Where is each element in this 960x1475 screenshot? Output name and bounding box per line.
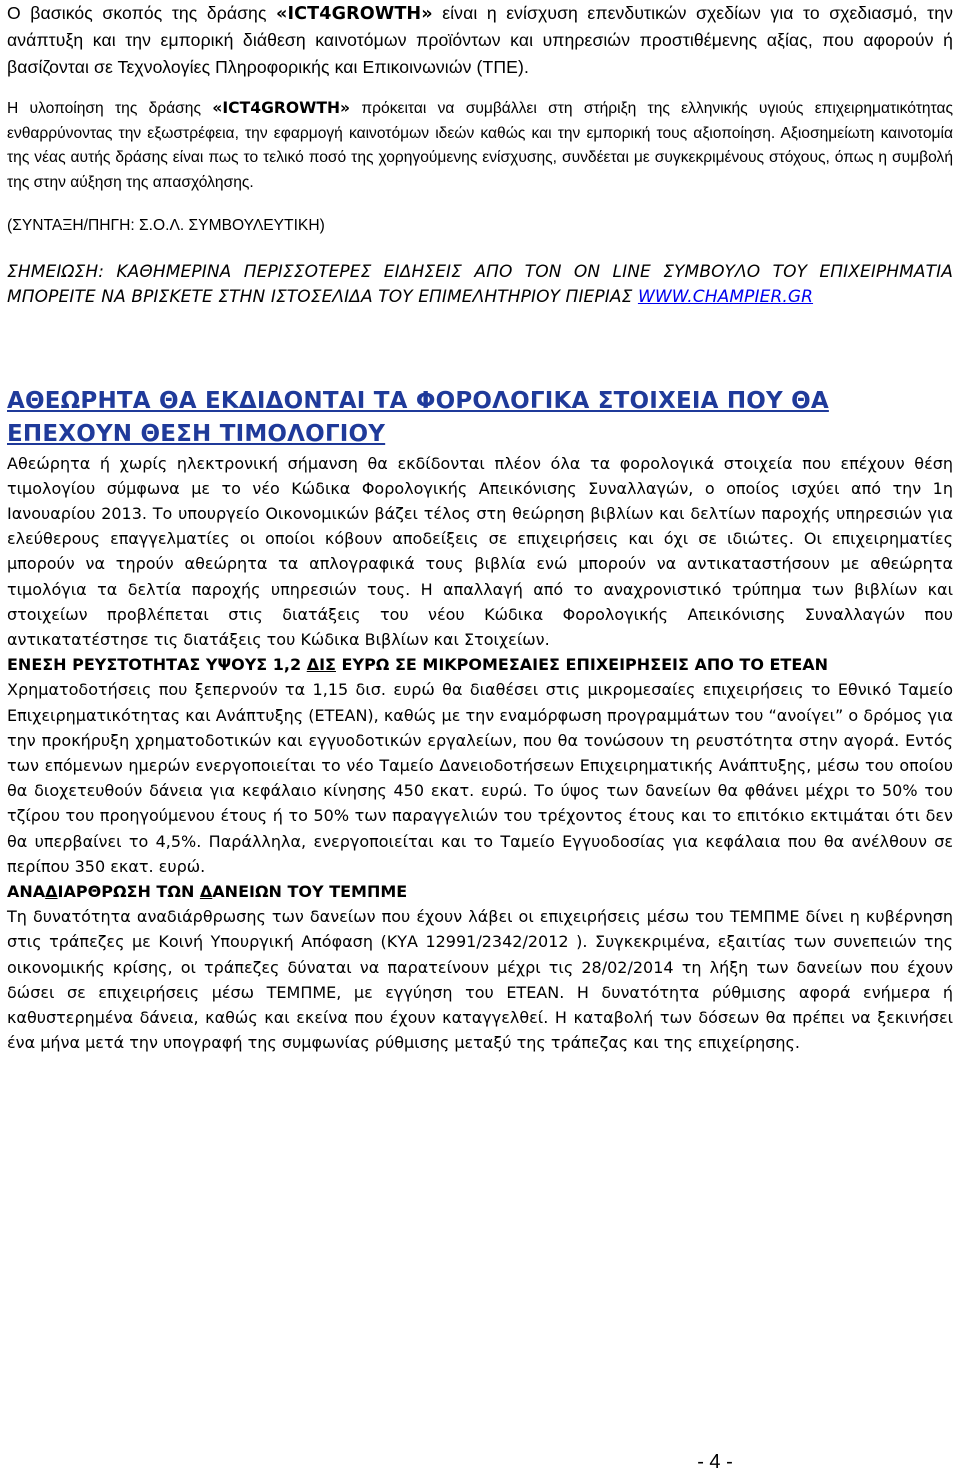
document-page xyxy=(7,0,953,1055)
intro-paragraph-1 xyxy=(7,0,953,80)
note-text: ΣΗΜΕΙΩΣΗ: ΚΑΘΗΜΕΡΙΝΑ ΠΕΡΙΣΣΟΤΕΡΕΣ ΕΙΔΗΣΕΙΣ ΑΠΟ ΤΟΝ ΟΝ LINE ΣΥΜΒΟΥΛΟ ΤΟΥ ΕΠΙΧΕΙΡΗΜΑΤΙΑ ΜΠΟΡΕΙΤΕ ΝΑ ΒΡΙΣΚΕΤΕ ΣΤΗΝ ΙΣΤΟΣΕΛΙΔΑ ΤΟΥ ΕΠΙΜΕΛΗΤΗΡΙΟΥ ΠΙΕΡΙΑΣ xyxy=(7,261,953,308)
heading-part: ΑΝΕΙΩΝ ΤΟΥ ΤΕΜΠΜΕ xyxy=(212,882,408,902)
article-liquidity xyxy=(7,652,953,879)
intro-text: πρόκειται να συμβάλλει στη στήριξη της ελληνικής υγιούς επιχειρηματικότητας ενθαρρύνοντας την εξωστρέφεια, την εφαρμογή καινοτόμων ιδεών καθώς και την εμπορική τους αξιοποίηση. Αξιοσημείωτη καινοτομία της νέας αυτής δράσης είναι πως το τελικό ποσό της χορηγούμενης ενίσχυσης, συνδέεται με συγκεκριμένους στόχους, όπως η συμβολή της στην αύξηση της απασχόλησης. xyxy=(7,100,953,191)
heading-part: Δ xyxy=(45,882,58,902)
intro-text: Ο βασικός σκοπός της δράσης xyxy=(7,3,277,23)
article-heading-liquidity xyxy=(7,652,953,677)
article-restructuring xyxy=(7,879,953,1055)
intro-text: Η υλοποίηση της δράσης xyxy=(7,100,213,118)
article-body-restructuring: Τη δυνατότητα αναδιάρθρωσης των δανείων που έχουν λάβει οι επιχειρήσεις μέσω του ΤΕΜΠΜΕ δίνει η κυβέρνηση στις τράπεζες με Κοινή Υπουργική Απόφαση (ΚΥΑ 12991/2342/2012 ). Συγκεκριμένα, εξαιτίας των συνεπειών της οικονομικής κρίσης, οι τράπεζες δύναται να παρατείνουν μέχρι τις 28/02/2014 τη λήξη των δανείων που έχουν δώσει σε επιχειρήσεις μέσω ΤΕΜΠΜΕ, με εγγύηση του ΕΤΕΑΝ. Η δυνατότητα ρύθμισης αφορά ενήμερα ή καθυστερημένα δάνεια, καθώς και εκείνα που έχουν καταγγελθεί. Η καταβολή των δόσεων θα πρέπει να ξεκινήσει ένα μήνα μετά την υπογραφή της συμφωνίας ρύθμισης μεταξύ της τράπεζας και της επιχείρησης. xyxy=(7,907,953,1053)
intro-text: είναι η ενίσχυση επενδυτικών σχεδίων για το σχεδιασμό, την ανάπτυξη και την εμπορική διάθεση καινοτόμων προϊόντων και υπηρεσιών προστιθέμενης αξίας, που αφορούν ή βασίζονται σε Τεχνολογίες Πληροφορικής και Επικοινωνιών (ΤΠΕ). xyxy=(7,3,953,77)
website-link[interactable]: WWW.CHAMPIER.GR xyxy=(637,287,814,308)
heading-part: ΔΙΣ xyxy=(306,655,336,675)
heading-part: ΕΝΕΣΗ ΡΕΥΣΤΟΤΗΤΑΣ ΥΨΟΥΣ 1,2 xyxy=(7,655,307,675)
heading-part: ΑΝΑ xyxy=(7,882,46,902)
article-heading-unstamped-invoices: ΑΘΕΩΡΗΤΑ ΘΑ ΕΚΔΙΔΟΝΤΑΙ ΤΑ ΦΟΡΟΛΟΓΙΚΑ ΣΤΟΙΧΕΙΑ ΠΟΥ ΘΑ ΕΠΕΧΟΥΝ ΘΕΣΗ ΤΙΜΟΛΟΓΙΟΥ xyxy=(7,387,829,447)
article-body-liquidity: Χρηματοδοτήσεις που ξεπερνούν τα 1,15 δισ. ευρώ θα διαθέσει στις μικρομεσαίες επιχειρήσεις το Εθνικό Ταμείο Επιχειρηματικότητας και Ανάπτυξης (ΕΤΕΑΝ), καθώς με την εναμόρφωση προγραμμάτων του “ανοίγει” ο δρόμος για την προκήρυξη χρηματοδοτικών και εγγυοδοτικών εργαλείων, που θα τονώσουν τη ρευστότητα στην αγορά. Εντός των επόμενων ημερών ενεργοποιείται το νέο Ταμείο Δανειοδοτήσεων Επιχειρηματικής Ανάπτυξης, μέσω του οποίου θα διοχετευθούν δάνεια για κεφάλαιο κίνησης 450 εκατ. ευρώ. Το ύψος των δανείων θα φθάνει μέχρι το 50% του τζίρου του προηγούμενου έτους ή το 50% των παραγγελιών του τρέχοντος έτους και το επιτόκιο εκτιμάται ότι δεν θα υπερβαίνει το 4,5%. Παράλληλα, ενεργοποιείται και το Ταμείο Εγγυοδοσίας για κεφάλαια που θα ανέλθουν σε περίπου 350 εκατ. ευρώ. xyxy=(7,680,953,876)
source-line: (ΣΥΝΤΑΞΗ/ΠΗΓΗ: Σ.Ο.Λ. ΣΥΜΒΟΥΛΕΥΤΙΚΗ) xyxy=(7,216,325,234)
program-name: «ICT4GROWTH» xyxy=(276,4,433,24)
heading-part: Δ xyxy=(199,882,213,902)
heading-part: ΕΥΡΩ ΣΕ ΜΙΚΡΟΜΕΣΑΙΕΣ ΕΠΙΧΕΙΡΗΣΕΙΣ ΑΠΟ ΤΟ ΕΤΕΑΝ xyxy=(335,655,829,675)
website-note xyxy=(7,260,953,311)
program-name: «ICT4GROWTH» xyxy=(212,99,351,118)
article-heading-restructuring xyxy=(7,879,953,904)
page-number: - 4 - xyxy=(697,1451,733,1473)
article-body-unstamped-invoices: Αθεώρητα ή χωρίς ηλεκτρονική σήμανση θα εκδίδονται πλέον όλα τα φορολογικά στοιχεία που επέχουν θέση τιμολογίου σύμφωνα με το νέο Κώδικα Φορολογικής Απεικόνισης Συναλλαγών, ο οποίος ισχύει από την 1η Ιανουαρίου 2013. Το υπουργείο Οικονομικών βάζει τέλος στη θεώρηση βιβλίων και δελτίων παροχής υπηρεσιών για ελεύθερους επαγγελματίες οι οποίοι κόβουν αποδείξεις σε επιχειρήσεις και όχι σε ιδιώτες. Οι επιχειρηματίες μπορούν να τηρούν αθεώρητα τα απλογραφικά τους βιβλία ενώ μπορούν να αντικαταστήσουν με αθεώρητα τιμολόγια τα δελτία παροχής υπηρεσιών τους. Η απαλλαγή από το αναχρονιστικό τρύπημα των βιβλίων και στοιχείων προβλέπεται στις διατάξεις του νέου Κώδικα Φορολογικής Απεικόνισης Συναλλαγών που αντικατατέστησε τις διατάξεις του Κώδικα Βιβλίων και Στοιχείων. xyxy=(7,453,953,650)
heading-part: ΙΑΡΘΡΩΣΗ ΤΩΝ xyxy=(57,882,200,902)
intro-paragraph-2 xyxy=(7,96,953,195)
